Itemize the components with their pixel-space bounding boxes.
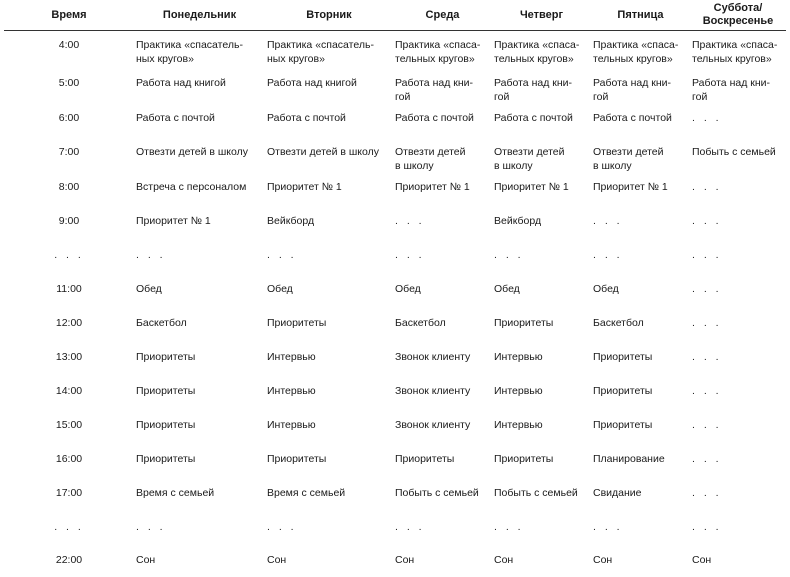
- time-cell: 17:00: [55, 486, 83, 499]
- weekend-cell: Работа над кни- гой: [692, 76, 771, 103]
- thursday-cell: Вейкборд: [494, 214, 542, 227]
- weekend-cell: . . .: [692, 486, 722, 499]
- weekend-cell: . . .: [692, 214, 722, 227]
- friday-cell: Практика «спаса- тельных кругов»: [593, 39, 679, 65]
- thursday-cell: Приоритеты: [494, 452, 554, 465]
- wednesday-cell: Побыть с семьей: [395, 486, 479, 499]
- wednesday-cell: Звонок клиенту: [395, 350, 471, 363]
- monday-cell: Обед: [136, 282, 162, 295]
- tuesday-cell: Приоритеты: [267, 316, 327, 329]
- tuesday-cell: Приоритет № 1: [267, 180, 342, 193]
- header-wednesday: Среда: [393, 0, 492, 31]
- wednesday-cell: Работа с почтой: [395, 111, 474, 124]
- monday-cell: . . .: [136, 520, 166, 533]
- wednesday-cell: . . .: [395, 248, 425, 261]
- monday-cell: Приоритеты: [136, 384, 196, 397]
- table-row: [4, 479, 786, 513]
- wednesday-cell: Звонок клиенту: [395, 418, 471, 431]
- table-row: [4, 445, 786, 479]
- weekend-cell: . . .: [692, 418, 722, 431]
- tuesday-cell: Интервью: [267, 350, 316, 363]
- tuesday-cell: Обед: [267, 282, 293, 295]
- friday-cell: Обед: [593, 282, 619, 295]
- monday-cell: Работа над книгой: [136, 76, 226, 89]
- tuesday-cell: Интервью: [267, 418, 316, 431]
- time-cell: 22:00: [55, 553, 83, 566]
- table-row: [4, 547, 786, 577]
- monday-cell: Приоритеты: [136, 418, 196, 431]
- time-cell: . . .: [54, 520, 84, 533]
- table-row: [4, 275, 786, 309]
- table-row: [4, 69, 786, 104]
- table-row: [4, 207, 786, 241]
- wednesday-cell: Приоритеты: [395, 452, 455, 465]
- wednesday-cell: . . .: [395, 520, 425, 533]
- header-time: Время: [4, 0, 134, 31]
- monday-cell: Приоритеты: [136, 350, 196, 363]
- thursday-cell: Отвезти детей в школу: [494, 145, 565, 172]
- time-cell: 14:00: [55, 384, 83, 397]
- wednesday-cell: Сон: [395, 553, 415, 566]
- tuesday-cell: Вейкборд: [267, 214, 315, 227]
- header-friday: Пятница: [591, 0, 690, 31]
- friday-cell: Приоритеты: [593, 350, 653, 363]
- table-row: [4, 513, 786, 547]
- thursday-cell: Интервью: [494, 384, 543, 397]
- thursday-cell: Обед: [494, 282, 520, 295]
- thursday-cell: . . .: [494, 248, 524, 261]
- table-row: [4, 241, 786, 275]
- wednesday-cell: Отвезти детей в школу: [395, 145, 466, 172]
- friday-cell: Приоритеты: [593, 384, 653, 397]
- tuesday-cell: Работа с почтой: [267, 111, 346, 124]
- friday-cell: Баскетбол: [593, 316, 644, 329]
- time-cell: 8:00: [58, 180, 80, 193]
- weekend-cell: . . .: [692, 111, 722, 124]
- friday-cell: Свидание: [593, 486, 642, 499]
- weekend-cell: Практика «спаса- тельных кругов»: [692, 39, 778, 65]
- friday-cell: . . .: [593, 520, 623, 533]
- monday-cell: Сон: [136, 553, 156, 566]
- monday-cell: Практика «спасатель- ных кругов»: [136, 39, 243, 65]
- tuesday-cell: Приоритеты: [267, 452, 327, 465]
- weekend-cell: . . .: [692, 316, 722, 329]
- thursday-cell: Приоритет № 1: [494, 180, 569, 193]
- wednesday-cell: Практика «спаса- тельных кругов»: [395, 39, 481, 65]
- tuesday-cell: Работа над книгой: [267, 76, 357, 89]
- header-weekend-line2: Воскресенье: [702, 15, 774, 27]
- time-cell: 9:00: [58, 214, 80, 227]
- time-cell: 11:00: [56, 282, 82, 295]
- table-row: [4, 173, 786, 207]
- weekend-cell: . . .: [692, 248, 722, 261]
- tuesday-cell: Практика «спасатель- ных кругов»: [267, 39, 374, 65]
- weekend-cell: . . .: [692, 180, 722, 193]
- friday-cell: Приоритеты: [593, 418, 653, 431]
- table-row: [4, 31, 786, 69]
- table-row: [4, 411, 786, 445]
- weekend-cell: Побыть с семьей: [692, 145, 776, 158]
- wednesday-cell: Работа над кни- гой: [395, 76, 474, 103]
- time-cell: 4:00: [58, 39, 80, 51]
- friday-cell: Приоритет № 1: [593, 180, 668, 193]
- time-cell: . . .: [54, 248, 84, 261]
- schedule-body: [4, 31, 786, 577]
- monday-cell: Баскетбол: [136, 316, 187, 329]
- wednesday-cell: Баскетбол: [395, 316, 446, 329]
- monday-cell: . . .: [136, 248, 166, 261]
- friday-cell: Работа с почтой: [593, 111, 672, 124]
- monday-cell: Встреча с персоналом: [136, 180, 247, 193]
- tuesday-cell: Интервью: [267, 384, 316, 397]
- weekly-schedule-table: [4, 0, 786, 577]
- thursday-cell: Интервью: [494, 350, 543, 363]
- table-row: [4, 343, 786, 377]
- time-cell: 13:00: [55, 350, 83, 363]
- thursday-cell: Работа с почтой: [494, 111, 573, 124]
- time-cell: 15:00: [55, 418, 83, 431]
- friday-cell: Отвезти детей в школу: [593, 145, 664, 172]
- time-cell: 6:00: [58, 111, 80, 124]
- weekend-cell: Сон: [692, 553, 712, 566]
- monday-cell: Работа с почтой: [136, 111, 215, 124]
- monday-cell: Приоритеты: [136, 452, 196, 465]
- thursday-cell: Интервью: [494, 418, 543, 431]
- weekend-cell: . . .: [692, 520, 722, 533]
- table-row: [4, 309, 786, 343]
- weekend-cell: . . .: [692, 452, 722, 465]
- friday-cell: Работа над кни- гой: [593, 76, 672, 103]
- header-monday: Понедельник: [134, 0, 265, 31]
- time-cell: 12:00: [55, 316, 83, 329]
- tuesday-cell: . . .: [267, 520, 297, 533]
- thursday-cell: Сон: [494, 553, 514, 566]
- thursday-cell: Приоритеты: [494, 316, 554, 329]
- monday-cell: Время с семьей: [136, 486, 215, 499]
- monday-cell: Отвезти детей в школу: [136, 145, 248, 158]
- monday-cell: Приоритет № 1: [136, 214, 211, 227]
- wednesday-cell: Приоритет № 1: [395, 180, 470, 193]
- friday-cell: . . .: [593, 248, 623, 261]
- tuesday-cell: Время с семьей: [267, 486, 346, 499]
- time-cell: 7:00: [58, 145, 80, 158]
- table-row: [4, 377, 786, 411]
- header-weekend-line1: Суббота/: [713, 2, 763, 14]
- friday-cell: Сон: [593, 553, 613, 566]
- table-row: [4, 138, 786, 173]
- thursday-cell: Практика «спаса- тельных кругов»: [494, 39, 580, 65]
- wednesday-cell: Обед: [395, 282, 421, 295]
- header-tuesday: Вторник: [265, 0, 393, 31]
- thursday-cell: . . .: [494, 520, 524, 533]
- weekend-cell: . . .: [692, 282, 722, 295]
- table-row: [4, 104, 786, 138]
- tuesday-cell: . . .: [267, 248, 297, 261]
- thursday-cell: Работа над кни- гой: [494, 76, 573, 103]
- time-cell: 16:00: [55, 452, 83, 465]
- friday-cell: . . .: [593, 214, 623, 227]
- header-row: [4, 0, 786, 31]
- weekend-cell: . . .: [692, 350, 722, 363]
- weekend-cell: . . .: [692, 384, 722, 397]
- thursday-cell: Побыть с семьей: [494, 486, 578, 499]
- time-cell: 5:00: [58, 76, 80, 89]
- wednesday-cell: Звонок клиенту: [395, 384, 471, 397]
- header-thursday: Четверг: [492, 0, 591, 31]
- wednesday-cell: . . .: [395, 214, 425, 227]
- tuesday-cell: Отвезти детей в школу: [267, 145, 379, 158]
- friday-cell: Планирование: [593, 452, 665, 465]
- tuesday-cell: Сон: [267, 553, 287, 566]
- header-weekend: [690, 0, 786, 31]
